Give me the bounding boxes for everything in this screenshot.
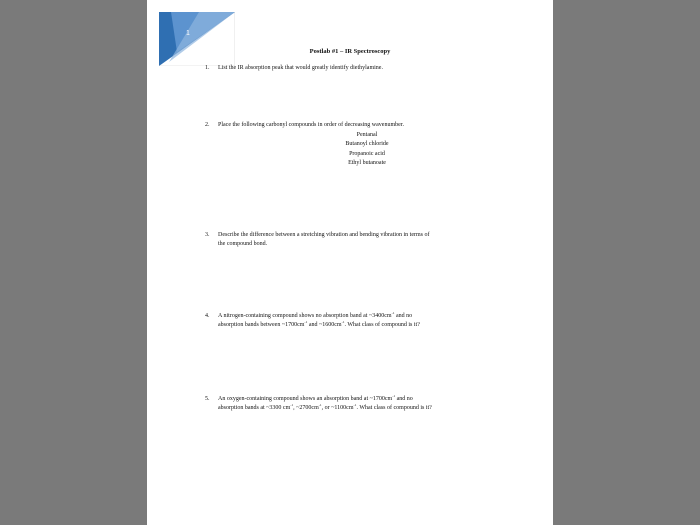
- question-number: 1.: [205, 65, 210, 71]
- question-number: 2.: [205, 122, 210, 128]
- question-text: , or ~1100cm: [321, 404, 354, 411]
- superscript: -1: [391, 311, 395, 315]
- question-number: 4.: [205, 313, 210, 319]
- question-text: Place the following carbonyl compounds in order of decreasing wavenumber.: [218, 122, 404, 128]
- question-number: 3.: [205, 232, 210, 238]
- list-item: Butanoyl chloride: [345, 141, 389, 148]
- page-corner-graphic: [159, 12, 235, 66]
- question-text: . What class of compound is it?: [356, 404, 432, 411]
- superscript: -1: [304, 319, 308, 324]
- superscript: -1: [392, 394, 396, 398]
- page-number: 1: [186, 30, 190, 37]
- list-item: Pentanal: [356, 132, 378, 138]
- list-item: Propanoic acid: [349, 150, 385, 157]
- question-text-line: Describe the difference between a stretching vibration and bending vibration in terms of: [218, 232, 430, 238]
- question-text: An oxygen-containing compound shows an absorption band at ~1700cm: [218, 396, 393, 402]
- question-text: , ~2700cm: [293, 404, 319, 411]
- question-text: absorption bands between ~1700cm: [218, 321, 305, 328]
- question-text-line: the compound bond.: [218, 240, 268, 247]
- superscript: -1: [318, 402, 322, 407]
- question-text: . What class of compound is it?: [344, 321, 420, 328]
- question-text: A nitrogen-containing compound shows no absorption band at ~3400cm: [218, 313, 392, 319]
- compound-list: [267, 131, 467, 168]
- document-title: Postlab #1 – IR Spectroscopy: [309, 48, 391, 55]
- superscript: -1: [290, 402, 294, 407]
- question-text: and no: [395, 396, 413, 402]
- superscript: -1: [353, 402, 357, 407]
- question-text: and ~1600cm: [307, 321, 342, 328]
- question-text: and no: [394, 313, 413, 319]
- question-number: 5.: [205, 396, 210, 402]
- superscript: -1: [341, 319, 345, 324]
- question-text: List the IR absorption peak that would greatly identify diethylamine.: [218, 65, 383, 71]
- document-page: [147, 0, 553, 525]
- question-text: absorption bands at ~3300 cm: [218, 404, 291, 411]
- list-item: Ethyl butanoate: [348, 159, 386, 166]
